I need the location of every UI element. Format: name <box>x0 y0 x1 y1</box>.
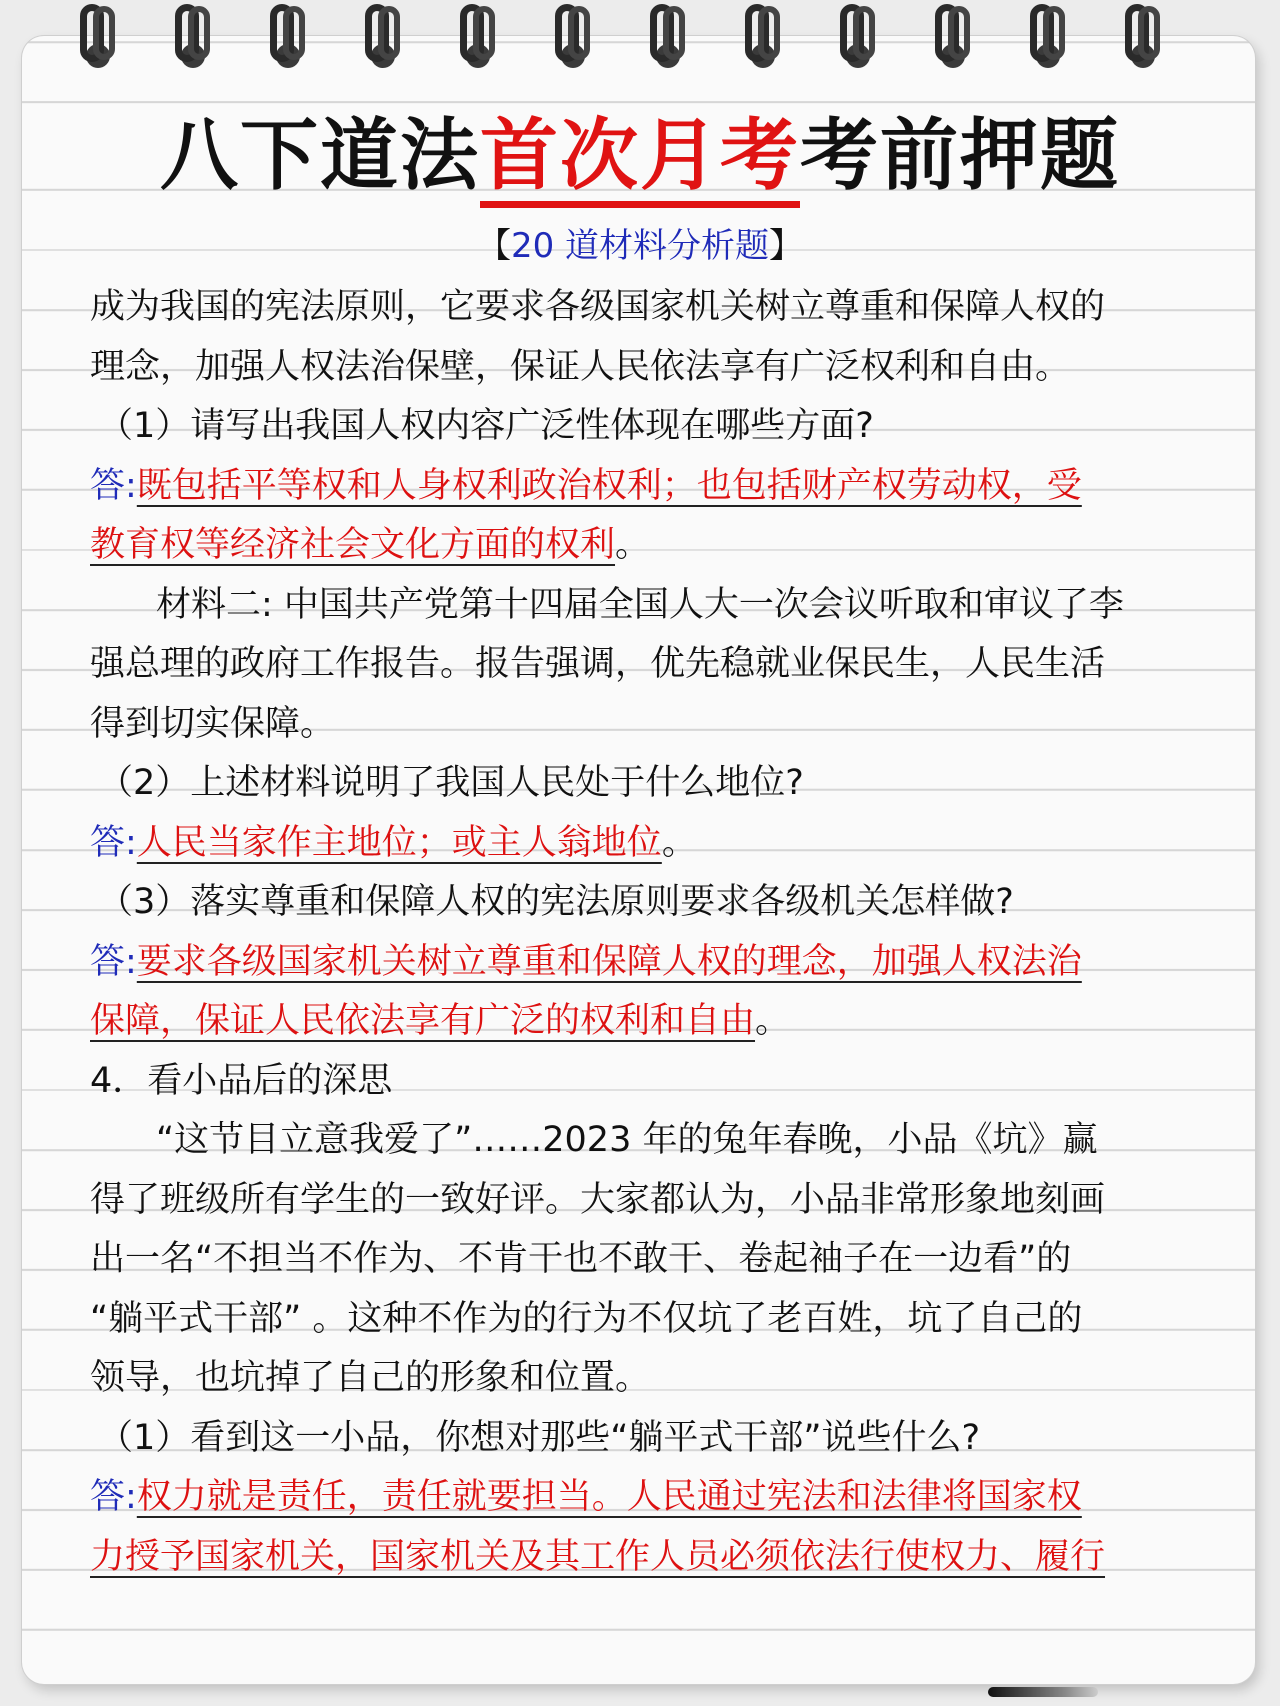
answer-text: 教育权等经济社会文化方面的权利 <box>90 525 616 565</box>
material-line: 得了班级所有学生的一致好评。大家都认为，小品非常形象地刻画 <box>90 1179 1106 1220</box>
title-part2: 考前押题 <box>800 111 1121 201</box>
answer-3 <box>90 933 1200 993</box>
ring-icon <box>648 4 688 68</box>
answer-text: 人民当家作主地位；或主人翁地位 <box>136 822 662 863</box>
ring-icon <box>173 4 213 68</box>
ring-icon <box>743 4 783 68</box>
question-2: （2）上述材料说明了我国人民处于什么地位? <box>98 763 804 803</box>
material-line: “躺平式干部” 。这种不作为的行为不仅坑了老百姓，坑了自己的 <box>90 1298 1083 1339</box>
answer-label: 答: <box>90 822 137 863</box>
title-part1: 八下道法 <box>159 111 480 201</box>
ring-icon <box>838 4 878 68</box>
title-highlight: 首次月考 <box>480 111 800 208</box>
material-line: 成为我国的宪法原则，它要求各级国家机关树立尊重和保障人权的 <box>90 287 1106 327</box>
ring-icon <box>553 4 593 68</box>
material-line: 材料二: 中国共产党第十四届全国人大一次会议听取和审议了李 <box>156 584 1124 625</box>
ring-icon <box>458 4 498 68</box>
material-line: 强总理的政府工作报告。报告强调，优先稳就业保民生，人民生活 <box>90 644 1106 684</box>
answer-4-cont <box>90 1528 1200 1588</box>
ring-icon <box>1028 4 1068 68</box>
section-heading: 4．看小品后的深思 <box>90 1060 393 1101</box>
question-4: （1）看到这一小品，你想对那些“躺平式干部”说些什么? <box>98 1417 981 1458</box>
answer-2: 答:人民当家作主地位；或主人翁地位。 <box>90 822 697 863</box>
question-1: （1）请写出我国人权内容广泛性体现在哪些方面? <box>98 406 874 446</box>
answer-text: 既包括平等权和人身权利政治权利；也包括财产权劳动权，受 <box>136 465 1082 506</box>
ring-icon <box>363 4 403 68</box>
answer-label: 答: <box>90 1477 137 1517</box>
ring-icon <box>1123 4 1163 68</box>
material-line: 得到切实保障。 <box>90 703 336 744</box>
ring-icon <box>268 4 308 68</box>
material-line: 出一名“不担当不作为、不肯干也不敢干、卷起袖子在一边看”的 <box>90 1239 1072 1279</box>
answer-3-cont: 保障，保证人民依法享有广泛的权利和自由。 <box>90 1001 791 1041</box>
ring-icon <box>933 4 973 68</box>
answer-4 <box>90 1468 1200 1528</box>
answer-1 <box>90 457 1200 517</box>
answer-label: 答: <box>90 941 137 982</box>
ring-icon <box>78 4 118 68</box>
answer-label: 答: <box>90 465 137 506</box>
page-title <box>0 108 1280 204</box>
material-line: 理念，加强人权法治保壁，保证人民依法享有广泛权利和自由。 <box>90 346 1071 387</box>
answer-text: 要求各级国家机关树立尊重和保障人权的理念，加强人权法治 <box>136 941 1082 982</box>
answer-text: 保障，保证人民依法享有广泛的权利和自由 <box>90 1001 756 1041</box>
material-line: 领导，也坑掉了自己的形象和位置。 <box>90 1358 651 1398</box>
spiral-binding <box>0 0 1280 80</box>
answer-text: 力授予国家机关，国家机关及其工作人员必须依法行使权力、履行 <box>90 1536 1106 1577</box>
home-indicator <box>988 1687 1098 1697</box>
page-subtitle: 【20 道材料分析题】 <box>476 226 804 266</box>
answer-1-cont: 教育权等经济社会文化方面的权利。 <box>90 525 651 565</box>
subtitle-text: 20 道材料分析题 <box>510 226 770 266</box>
question-3: （3）落实尊重和保障人权的宪法原则要求各级机关怎样做? <box>98 882 1014 922</box>
material-line: “这节目立意我爱了”……2023 年的兔年春晚，小品《坑》赢 <box>156 1120 1098 1160</box>
answer-text: 权力就是责任，责任就要担当。人民通过宪法和法律将国家权 <box>136 1477 1082 1517</box>
document-body <box>90 278 1200 1587</box>
